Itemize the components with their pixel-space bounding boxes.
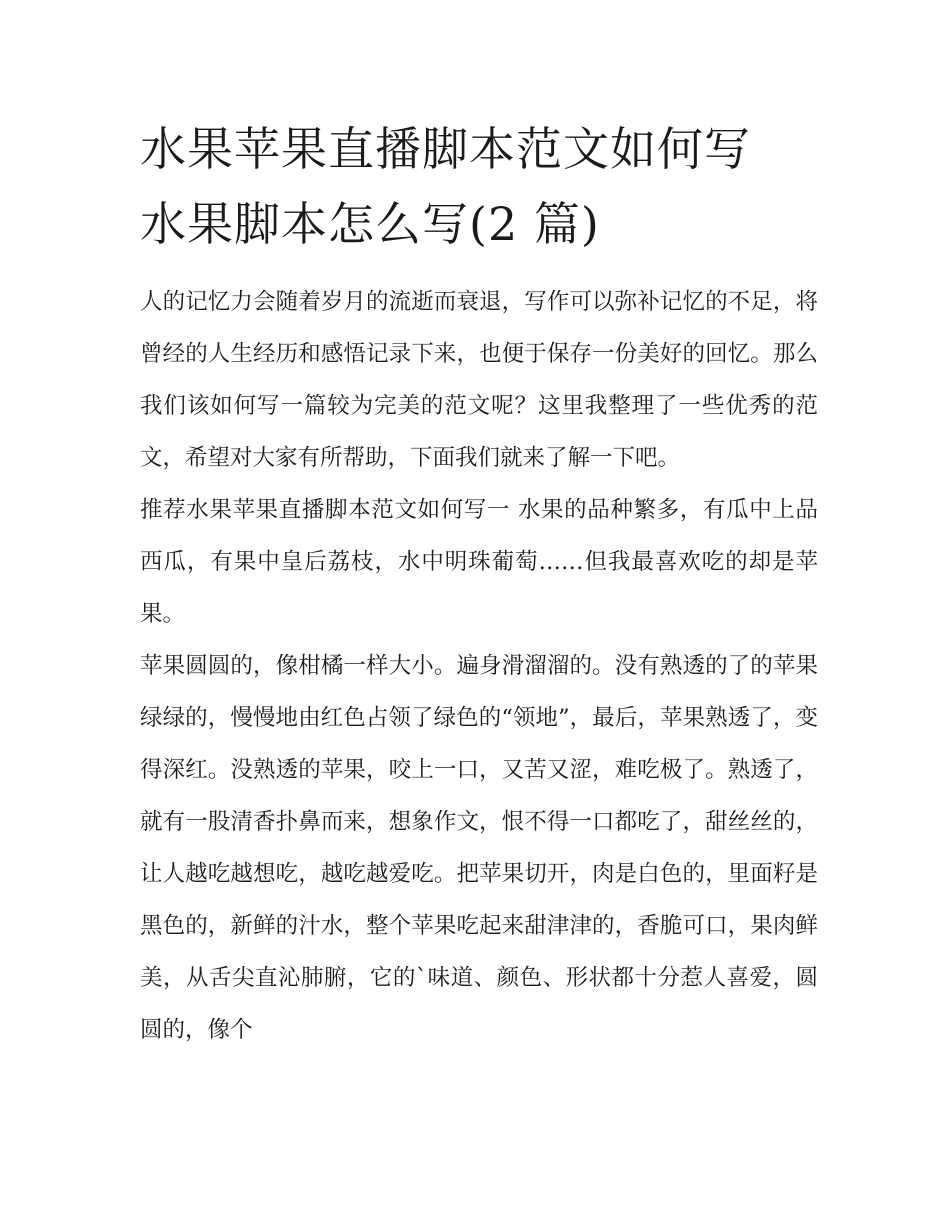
title-line-1: 水果苹果直播脚本范文如何写: [140, 122, 751, 176]
body-paragraph-1: 推荐水果苹果直播脚本范文如何写一 水果的品种繁多，有瓜中上品西瓜，有果中皇后荔枝，水中明珠葡萄……但我最喜欢吃的却是苹果。: [140, 497, 818, 627]
document-title: [140, 112, 820, 262]
intro-paragraph: 人的记忆力会随着岁月的流逝而衰退，写作可以弥补记忆的不足，将曾经的人生经历和感悟记录下来，也便于保存一份美好的回忆。那么我们该如何写一篇较为完美的范文呢？这里我整理了一些优秀的范文，希望对大家有所帮助，下面我们就来了解一下吧。: [140, 289, 818, 471]
document-body: [140, 276, 818, 1056]
title-line-2: 水果脚本怎么写(2 篇): [140, 197, 600, 251]
body-paragraph-2: 苹果圆圆的，像柑橘一样大小。遍身滑溜溜的。没有熟透的了的苹果绿绿的，慢慢地由红色占领了绿色的“领地”，最后，苹果熟透了，变得深红。没熟透的苹果，咬上一口，又苦又涩，难吃极了。熟透了，就有一股清香扑鼻而来，想象作文，恨不得一口都吃了，甜丝丝的，让人越吃越想吃，越吃越爱吃。把苹果切开，肉是白色的，里面籽是黑色的，新鲜的汁水，整个苹果吃起来甜津津的，香脆可口，果肉鲜美，从舌尖直沁肺腑，它的`味道、颜色、形状都十分惹人喜爱，圆圆的，像个: [140, 653, 818, 1043]
